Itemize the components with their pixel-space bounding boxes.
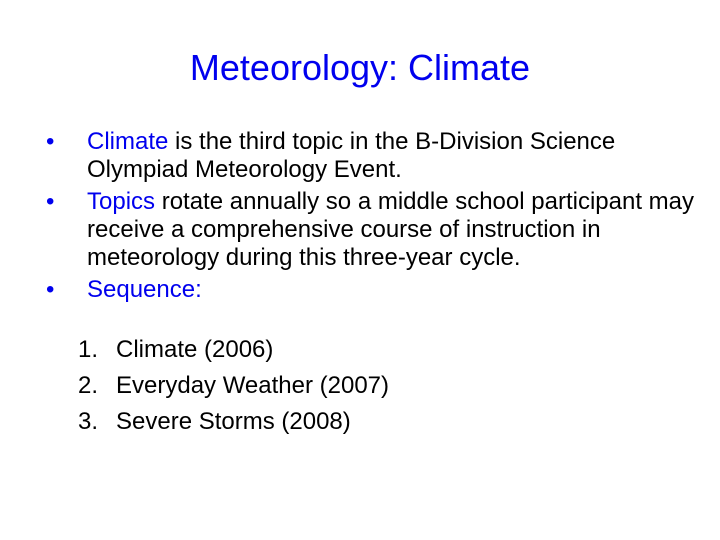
bullet-item-sequence: [46, 276, 696, 304]
bullet-highlight: Climate: [87, 128, 169, 155]
bullet-marker: •: [46, 276, 55, 303]
slide-title: Meteorology: Climate: [189, 47, 531, 88]
sequence-number: 2.: [78, 372, 99, 399]
sequence-number: 1.: [78, 336, 99, 363]
bullet-marker: •: [46, 128, 55, 155]
sequence-number: 3.: [78, 408, 99, 435]
bullet-item-topics: [46, 188, 696, 272]
bullet-item-climate: [46, 128, 696, 184]
bullet-highlight: Topics: [87, 188, 156, 215]
sequence-list: [78, 336, 678, 444]
bullet-text: rotate annually so a middle school participant may receive a comprehensive course of instruction in meteorology during this three-year cycle.: [87, 188, 694, 271]
sequence-text: Everyday Weather (2007): [116, 372, 390, 399]
bullet-text: is the third topic in the B-Division Science Olympiad Meteorology Event.: [87, 128, 616, 183]
sequence-text: Climate (2006): [116, 336, 274, 363]
bullet-list: [46, 128, 696, 308]
bullet-marker: •: [46, 188, 55, 215]
sequence-item: [78, 372, 678, 400]
sequence-item: [78, 408, 678, 436]
bullet-highlight: Sequence:: [87, 276, 202, 303]
sequence-item: [78, 336, 678, 364]
sequence-text: Severe Storms (2008): [116, 408, 351, 435]
